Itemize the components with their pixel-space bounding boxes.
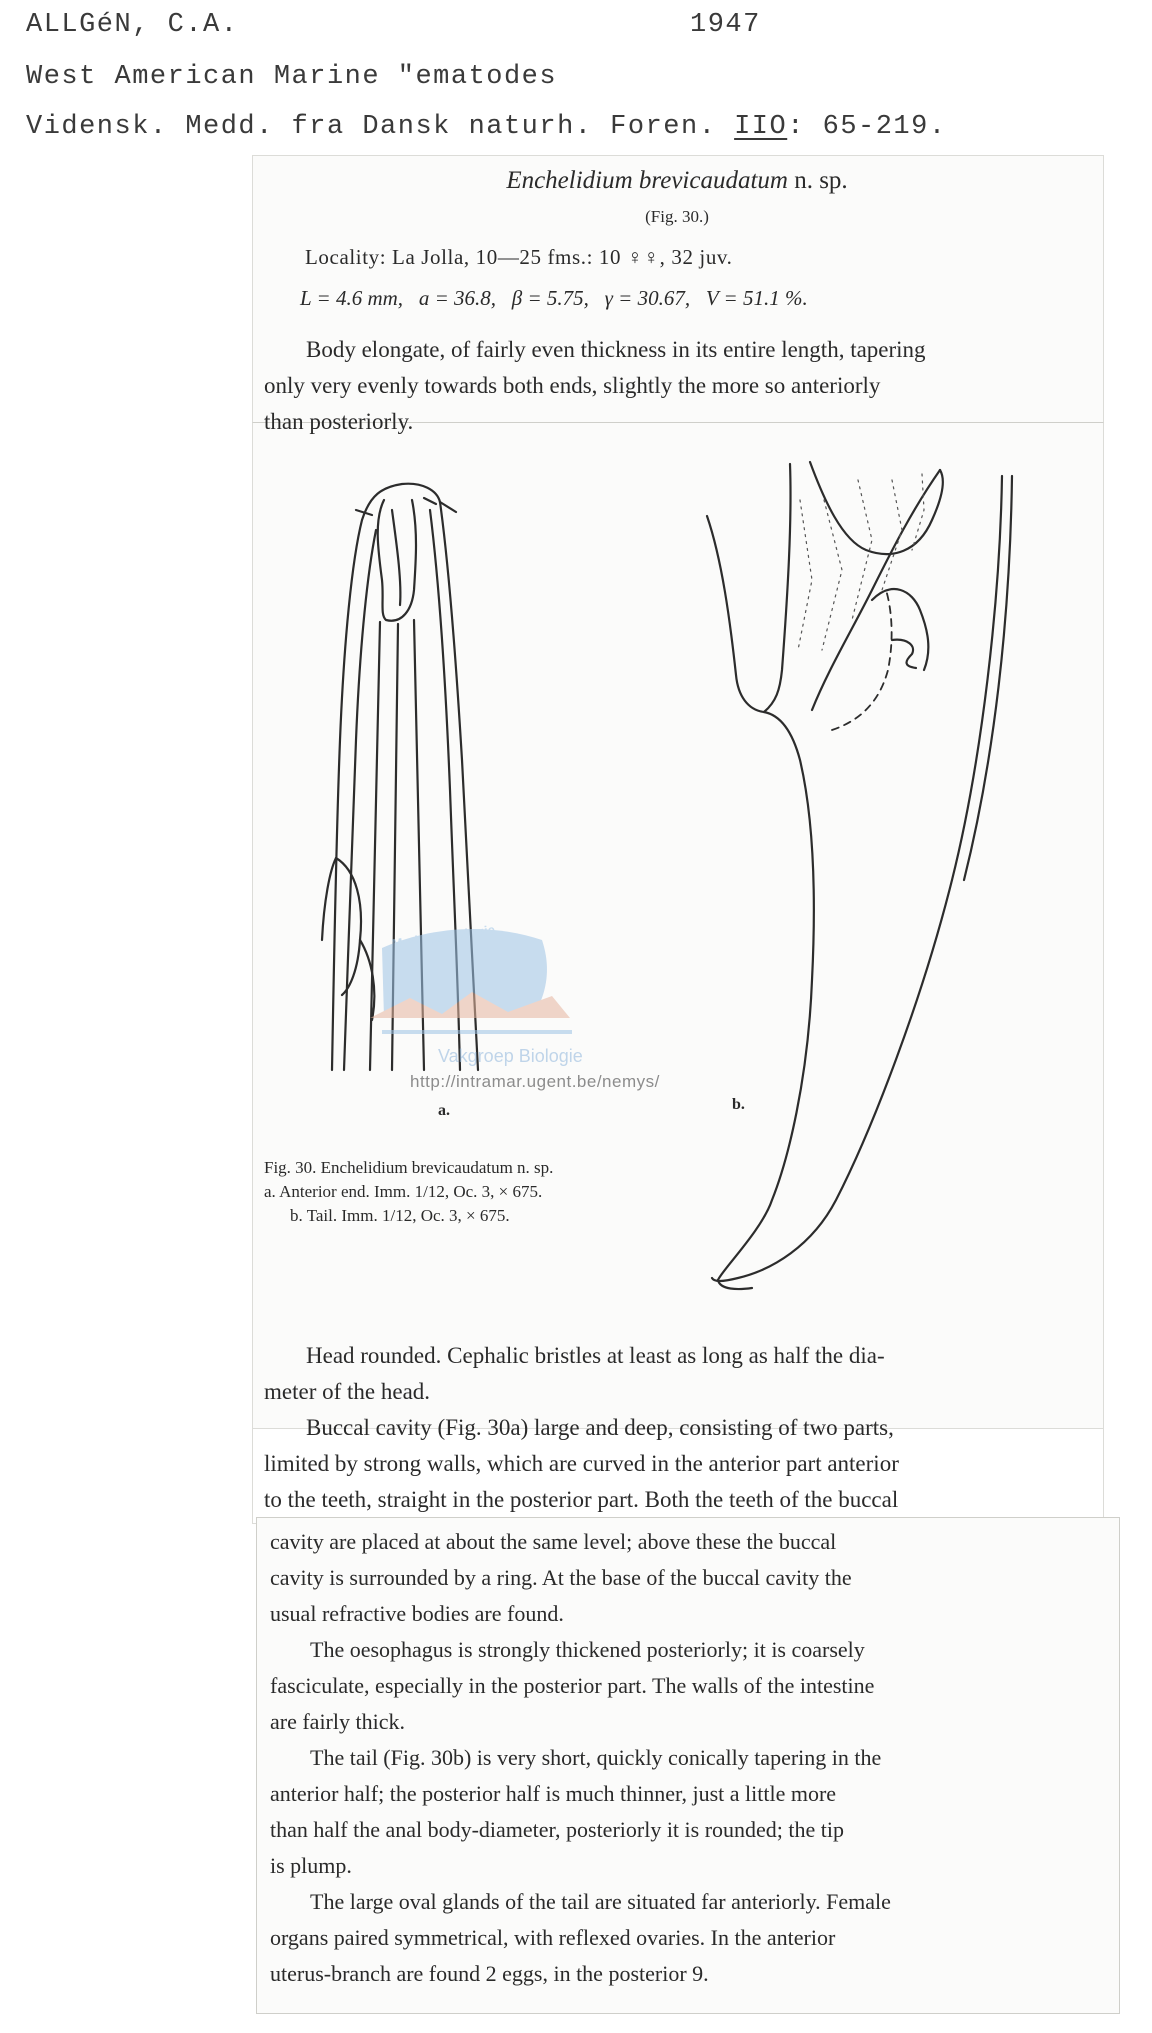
year: 1947: [690, 10, 761, 40]
figure-caption-line3: b. Tail. Imm. 1/12, Oc. 3, × 675.: [290, 1206, 510, 1225]
author-line: ALLGéN, C.A.: [26, 10, 239, 40]
work-title: West American Marine "ematodes: [26, 62, 558, 92]
text-line: is plump.: [270, 1853, 352, 1878]
text-line: Head rounded. Cephalic bristles at least as long as half the dia-: [306, 1343, 885, 1368]
text-line: are fairly thick.: [270, 1709, 405, 1734]
journal-citation: [26, 112, 947, 142]
text-line: limited by strong walls, which are curved in the anterior part anterior: [264, 1451, 899, 1476]
text-line: The oesophagus is strongly thickened posteriorly; it is coarsely: [310, 1637, 865, 1662]
text-line: meter of the head.: [264, 1379, 431, 1404]
tail-stippling: [798, 474, 924, 650]
text-line: cavity is surrounded by a ring. At the base of the buccal cavity the: [270, 1565, 852, 1590]
figure-caption-line2: a. Anterior end. Imm. 1/12, Oc. 3, × 675.: [264, 1182, 543, 1201]
measure-gamma: γ = 30.67,: [604, 286, 691, 310]
watermark-title: Mariene Biologie: [390, 921, 497, 952]
head-paragraph: [264, 1338, 1092, 1410]
volume: IIO: [734, 112, 788, 142]
buccal-paragraph-a: [264, 1410, 1092, 1518]
text-line: The tail (Fig. 30b) is very short, quickly conically tapering in the: [310, 1745, 882, 1770]
pages: : 65-219.: [787, 112, 947, 142]
text-line: anterior half; the posterior half is much thinner, just a little more: [270, 1781, 837, 1806]
text-line: fasciculate, especially in the posterior part. The walls of the intestine: [270, 1673, 875, 1698]
tail-drawing: [707, 462, 1012, 1289]
species-name: Enchelidium brevicaudatum: [506, 167, 788, 194]
watermark-subtitle: Vakgroep Biologie: [438, 1046, 583, 1066]
text-line: than posteriorly.: [264, 409, 414, 434]
journal-name: Vidensk. Medd. fra Dansk naturh. Foren.: [26, 112, 717, 142]
text-line: to the teeth, straight in the posterior part. Both the teeth of the buccal: [264, 1487, 899, 1512]
buccal-paragraph-b: [270, 1524, 1104, 1632]
text-line: The large oval glands of the tail are situated far anteriorly. Female: [310, 1889, 891, 1914]
text-line: usual refractive bodies are found.: [270, 1601, 564, 1626]
figure-label-b: b.: [732, 1096, 745, 1113]
text-line: than half the anal body-diameter, posteriorly it is rounded; the tip: [270, 1817, 845, 1842]
locality: Locality: La Jolla, 10—25 fms.: 10 ♀♀, 32 juv.: [305, 245, 733, 269]
watermark-url: http://intramar.ugent.be/nemys/: [410, 1072, 660, 1091]
text-line: only very evenly towards both ends, slightly the more so anteriorly: [264, 373, 881, 398]
tail-paragraph: [270, 1740, 1104, 1884]
text-line: organs paired symmetrical, with reflexed ovaries. In the anterior: [270, 1925, 836, 1950]
oesophagus-paragraph: [270, 1632, 1104, 1740]
figure-caption-line1: Fig. 30. Enchelidium brevicaudatum n. sp.: [264, 1158, 554, 1177]
species-suffix: n. sp.: [794, 167, 848, 194]
glands-paragraph: [270, 1884, 1104, 1992]
text-line: cavity are placed at about the same level; above these the buccal: [270, 1529, 837, 1554]
measure-a: a = 36.8,: [418, 286, 496, 310]
measurements: [300, 286, 808, 311]
measure-V: V = 51.1 %.: [705, 286, 808, 310]
figure-reference: (Fig. 30.): [645, 207, 709, 226]
measure-L: L = 4.6 mm,: [300, 286, 404, 310]
measure-beta: β = 5.75,: [511, 286, 589, 310]
figure-label-a: a.: [438, 1102, 450, 1119]
body-paragraph: [264, 332, 1092, 440]
species-title: [252, 167, 1102, 195]
text-line: Buccal cavity (Fig. 30a) large and deep, consisting of two parts,: [306, 1415, 894, 1440]
text-line: Body elongate, of fairly even thickness in its entire length, tapering: [306, 337, 926, 362]
text-line: uterus-branch are found 2 eggs, in the posterior 9.: [270, 1961, 709, 1986]
